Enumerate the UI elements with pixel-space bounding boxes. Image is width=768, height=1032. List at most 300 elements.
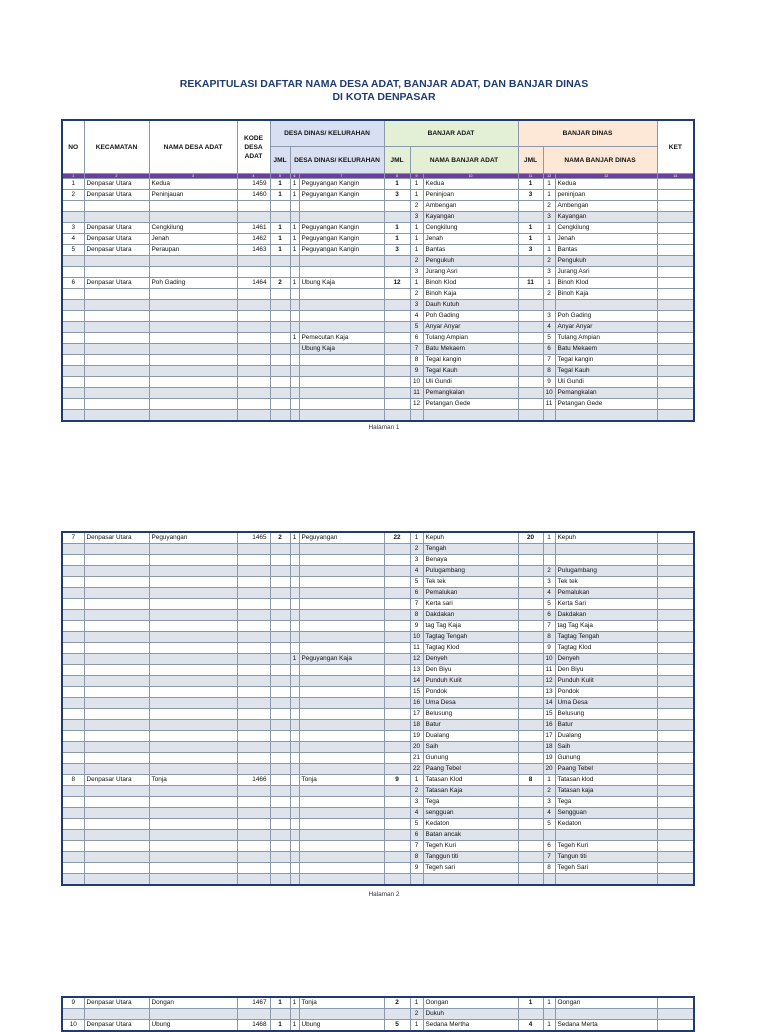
cell-ket	[657, 278, 694, 289]
cell-no	[62, 212, 84, 223]
table-row	[62, 863, 694, 874]
cell-kode-desa-adat: 1466	[237, 775, 270, 786]
cell-nama-desa-adat	[149, 830, 237, 841]
cell-desa-dinas-no	[290, 863, 299, 874]
cell-ket	[657, 753, 694, 764]
cell-banjar-adat-no: 14	[410, 676, 423, 687]
cell-jml-banjar-adat	[384, 764, 410, 775]
cell-kode-desa-adat	[237, 544, 270, 555]
table-row	[62, 410, 694, 422]
cell-nama-banjar-dinas: Batur	[555, 720, 657, 731]
cell-desa-dinas-name: Peguyangan Kangin	[299, 179, 384, 190]
cell-jml-banjar-dinas	[518, 399, 543, 410]
cell-kecamatan: Denpasar Utara	[84, 190, 149, 201]
column-number-cell: 12	[543, 174, 555, 179]
cell-desa-dinas-no	[290, 665, 299, 676]
cell-jml-desa-dinas	[270, 212, 290, 223]
cell-jml-banjar-adat	[384, 874, 410, 886]
cell-kode-desa-adat: 1464	[237, 278, 270, 289]
cell-kecamatan	[84, 742, 149, 753]
cell-nama-banjar-dinas: Bantas	[555, 245, 657, 256]
cell-banjar-adat-no: 17	[410, 709, 423, 720]
cell-kode-desa-adat	[237, 555, 270, 566]
cell-desa-dinas-name	[299, 588, 384, 599]
cell-kecamatan	[84, 311, 149, 322]
cell-nama-banjar-adat: Paang Tebel	[423, 764, 518, 775]
cell-kecamatan	[84, 808, 149, 819]
cell-nama-banjar-dinas: Uli Gundi	[555, 377, 657, 388]
table-row	[62, 709, 694, 720]
cell-nama-desa-adat: Jenah	[149, 234, 237, 245]
cell-nama-banjar-adat: Jurang Asri	[423, 267, 518, 278]
cell-jml-desa-dinas	[270, 588, 290, 599]
cell-jml-desa-dinas	[270, 577, 290, 588]
cell-nama-banjar-dinas: Jurang Asri	[555, 267, 657, 278]
cell-jml-desa-dinas: 1	[270, 1020, 290, 1032]
cell-nama-desa-adat	[149, 764, 237, 775]
cell-desa-dinas-name	[299, 1009, 384, 1020]
cell-jml-banjar-adat	[384, 366, 410, 377]
cell-kecamatan	[84, 874, 149, 886]
cell-desa-dinas-no	[290, 632, 299, 643]
cell-jml-banjar-adat	[384, 300, 410, 311]
cell-nama-desa-adat: Kedua	[149, 179, 237, 190]
cell-nama-desa-adat	[149, 322, 237, 333]
cell-kode-desa-adat	[237, 676, 270, 687]
cell-kecamatan	[84, 654, 149, 665]
cell-banjar-dinas-no	[543, 1009, 555, 1020]
header-kode-desa-adat: KODE DESA ADAT	[237, 120, 270, 174]
cell-desa-dinas-no: 1	[290, 179, 299, 190]
cell-kode-desa-adat	[237, 333, 270, 344]
cell-desa-dinas-no	[290, 311, 299, 322]
cell-kecamatan: Denpasar Utara	[84, 532, 149, 544]
cell-jml-banjar-dinas: 3	[518, 190, 543, 201]
cell-banjar-adat-no: 2	[410, 289, 423, 300]
table-row	[62, 223, 694, 234]
cell-kecamatan	[84, 632, 149, 643]
cell-nama-desa-adat	[149, 819, 237, 830]
page-label-2: Halaman 2	[368, 891, 400, 898]
cell-nama-banjar-adat: Tatasan Kaja	[423, 786, 518, 797]
cell-nama-banjar-adat: Tulang Ampian	[423, 333, 518, 344]
cell-nama-desa-adat	[149, 544, 237, 555]
table-row	[62, 808, 694, 819]
cell-nama-banjar-dinas: Tangun titi	[555, 852, 657, 863]
cell-desa-dinas-no	[290, 742, 299, 753]
cell-banjar-dinas-no: 9	[543, 643, 555, 654]
cell-no	[62, 588, 84, 599]
cell-banjar-adat-no: 18	[410, 720, 423, 731]
cell-kecamatan	[84, 344, 149, 355]
table-row	[62, 311, 694, 322]
cell-banjar-dinas-no: 13	[543, 687, 555, 698]
cell-jml-banjar-dinas	[518, 267, 543, 278]
table-row	[62, 852, 694, 863]
cell-ket	[657, 786, 694, 797]
cell-jml-banjar-dinas	[518, 841, 543, 852]
cell-desa-dinas-no	[290, 577, 299, 588]
cell-desa-dinas-name: Tonja	[299, 997, 384, 1009]
table-row	[62, 289, 694, 300]
cell-nama-banjar-adat: Petangan Gede	[423, 399, 518, 410]
cell-kode-desa-adat	[237, 643, 270, 654]
cell-desa-dinas-name	[299, 863, 384, 874]
cell-jml-banjar-dinas	[518, 300, 543, 311]
cell-jml-banjar-dinas	[518, 863, 543, 874]
cell-no	[62, 333, 84, 344]
cell-ket	[657, 410, 694, 422]
page-label-1: Halaman 1	[368, 424, 400, 431]
cell-ket	[657, 621, 694, 632]
cell-desa-dinas-no: 1	[290, 532, 299, 544]
cell-desa-dinas-no	[290, 1009, 299, 1020]
cell-desa-dinas-name	[299, 764, 384, 775]
cell-nama-banjar-dinas: Kedua	[555, 179, 657, 190]
header-desa-dinas-kelurahan: DESA DINAS/ KELURAHAN	[290, 147, 384, 174]
cell-banjar-dinas-no: 1	[543, 223, 555, 234]
cell-nama-banjar-dinas: Tulang Ampian	[555, 333, 657, 344]
table-row	[62, 643, 694, 654]
cell-nama-banjar-dinas	[555, 830, 657, 841]
cell-no	[62, 863, 84, 874]
cell-jml-banjar-dinas	[518, 610, 543, 621]
cell-desa-dinas-name	[299, 256, 384, 267]
cell-ket	[657, 344, 694, 355]
cell-jml-banjar-adat	[384, 852, 410, 863]
cell-banjar-dinas-no: 1	[543, 278, 555, 289]
cell-desa-dinas-no: 1	[290, 997, 299, 1009]
cell-no	[62, 377, 84, 388]
cell-ket	[657, 245, 694, 256]
cell-kode-desa-adat: 1465	[237, 532, 270, 544]
cell-jml-desa-dinas: 2	[270, 532, 290, 544]
cell-jml-banjar-dinas	[518, 599, 543, 610]
cell-no	[62, 399, 84, 410]
cell-jml-banjar-adat	[384, 786, 410, 797]
cell-nama-desa-adat	[149, 599, 237, 610]
cell-jml-banjar-adat	[384, 687, 410, 698]
header-nama-desa-adat: NAMA DESA ADAT	[149, 120, 237, 174]
cell-ket	[657, 997, 694, 1009]
cell-ket	[657, 863, 694, 874]
cell-kecamatan	[84, 1009, 149, 1020]
cell-kode-desa-adat	[237, 742, 270, 753]
cell-banjar-adat-no: 1	[410, 223, 423, 234]
cell-desa-dinas-name	[299, 322, 384, 333]
cell-desa-dinas-no	[290, 753, 299, 764]
cell-desa-dinas-no	[290, 344, 299, 355]
cell-kecamatan	[84, 366, 149, 377]
cell-nama-banjar-dinas: Kedaton	[555, 819, 657, 830]
cell-banjar-adat-no: 1	[410, 775, 423, 786]
cell-banjar-adat-no: 9	[410, 863, 423, 874]
cell-nama-banjar-dinas: Sedana Merta	[555, 1020, 657, 1032]
cell-jml-desa-dinas	[270, 676, 290, 687]
column-number-cell: 11	[518, 174, 543, 179]
cell-jml-banjar-dinas	[518, 212, 543, 223]
cell-jml-banjar-adat: 12	[384, 278, 410, 289]
cell-nama-banjar-dinas: Denyeh	[555, 654, 657, 665]
table-row	[62, 676, 694, 687]
cell-nama-banjar-adat: Dualang	[423, 731, 518, 742]
cell-jml-desa-dinas	[270, 311, 290, 322]
cell-kode-desa-adat	[237, 764, 270, 775]
cell-jml-banjar-adat	[384, 267, 410, 278]
cell-jml-banjar-dinas	[518, 720, 543, 731]
cell-banjar-adat-no: 1	[410, 190, 423, 201]
cell-nama-banjar-dinas: Gunung	[555, 753, 657, 764]
cell-kode-desa-adat	[237, 322, 270, 333]
cell-jml-banjar-adat	[384, 322, 410, 333]
cell-banjar-dinas-no: 3	[543, 797, 555, 808]
cell-jml-desa-dinas	[270, 852, 290, 863]
cell-desa-dinas-name	[299, 399, 384, 410]
cell-ket	[657, 610, 694, 621]
cell-nama-banjar-dinas	[555, 300, 657, 311]
cell-nama-banjar-adat: Saih	[423, 742, 518, 753]
cell-nama-banjar-dinas	[555, 410, 657, 422]
cell-desa-dinas-name	[299, 267, 384, 278]
cell-kecamatan	[84, 322, 149, 333]
cell-kecamatan	[84, 388, 149, 399]
cell-banjar-dinas-no: 10	[543, 654, 555, 665]
cell-banjar-dinas-no: 6	[543, 841, 555, 852]
table-row	[62, 665, 694, 676]
cell-jml-banjar-dinas	[518, 687, 543, 698]
cell-nama-desa-adat	[149, 399, 237, 410]
cell-nama-banjar-adat: Kedua	[423, 179, 518, 190]
cell-jml-desa-dinas	[270, 654, 290, 665]
cell-desa-dinas-no	[290, 775, 299, 786]
cell-desa-dinas-name	[299, 841, 384, 852]
cell-desa-dinas-name: Ubung	[299, 1020, 384, 1032]
table-row	[62, 577, 694, 588]
cell-nama-banjar-dinas	[555, 544, 657, 555]
cell-nama-desa-adat	[149, 786, 237, 797]
table-row	[62, 797, 694, 808]
cell-desa-dinas-name	[299, 377, 384, 388]
cell-banjar-dinas-no: 8	[543, 366, 555, 377]
cell-kode-desa-adat	[237, 852, 270, 863]
cell-desa-dinas-no	[290, 289, 299, 300]
cell-ket	[657, 775, 694, 786]
cell-banjar-dinas-no: 3	[543, 212, 555, 223]
cell-jml-desa-dinas	[270, 201, 290, 212]
cell-no	[62, 289, 84, 300]
cell-kode-desa-adat	[237, 665, 270, 676]
cell-kode-desa-adat	[237, 577, 270, 588]
cell-desa-dinas-no	[290, 819, 299, 830]
cell-no	[62, 201, 84, 212]
cell-jml-desa-dinas: 1	[270, 179, 290, 190]
cell-no	[62, 665, 84, 676]
cell-kecamatan: Denpasar Utara	[84, 278, 149, 289]
cell-kecamatan	[84, 544, 149, 555]
cell-desa-dinas-no	[290, 544, 299, 555]
cell-jml-desa-dinas	[270, 797, 290, 808]
cell-desa-dinas-name: Peguyangan Kaja	[299, 654, 384, 665]
table-row	[62, 841, 694, 852]
cell-jml-banjar-adat: 5	[384, 1020, 410, 1032]
cell-ket	[657, 797, 694, 808]
cell-no: 5	[62, 245, 84, 256]
cell-ket	[657, 234, 694, 245]
cell-jml-banjar-adat	[384, 599, 410, 610]
cell-kecamatan: Denpasar Utara	[84, 245, 149, 256]
cell-jml-desa-dinas	[270, 808, 290, 819]
cell-ket	[657, 599, 694, 610]
cell-jml-banjar-dinas	[518, 544, 543, 555]
cell-jml-banjar-dinas: 11	[518, 278, 543, 289]
cell-ket	[657, 654, 694, 665]
cell-kecamatan: Denpasar Utara	[84, 775, 149, 786]
cell-kode-desa-adat	[237, 377, 270, 388]
cell-banjar-dinas-no: 7	[543, 621, 555, 632]
cell-desa-dinas-name	[299, 786, 384, 797]
cell-jml-banjar-dinas	[518, 852, 543, 863]
cell-kode-desa-adat	[237, 256, 270, 267]
cell-jml-banjar-dinas	[518, 786, 543, 797]
cell-desa-dinas-no: 1	[290, 234, 299, 245]
cell-jml-banjar-adat	[384, 797, 410, 808]
header-banjar-adat: BANJAR ADAT	[384, 120, 518, 147]
cell-jml-banjar-adat	[384, 863, 410, 874]
cell-kecamatan	[84, 410, 149, 422]
cell-nama-banjar-dinas: Tegeh Kuri	[555, 841, 657, 852]
cell-banjar-adat-no: 11	[410, 388, 423, 399]
cell-jml-banjar-dinas	[518, 643, 543, 654]
cell-jml-banjar-adat	[384, 720, 410, 731]
cell-desa-dinas-name	[299, 632, 384, 643]
cell-jml-banjar-dinas: 1	[518, 223, 543, 234]
header-nama-banjar-dinas: NAMA BANJAR DINAS	[543, 147, 657, 174]
cell-ket	[657, 577, 694, 588]
cell-jml-banjar-adat	[384, 311, 410, 322]
cell-nama-banjar-dinas: Pondok	[555, 687, 657, 698]
cell-jml-banjar-adat	[384, 632, 410, 643]
cell-banjar-dinas-no: 9	[543, 377, 555, 388]
cell-kecamatan: Denpasar Utara	[84, 179, 149, 190]
cell-nama-banjar-adat: Benaya	[423, 555, 518, 566]
cell-nama-banjar-adat: Batur	[423, 720, 518, 731]
cell-banjar-adat-no: 9	[410, 366, 423, 377]
cell-ket	[657, 841, 694, 852]
header-no: NO	[62, 120, 84, 174]
cell-banjar-adat-no: 4	[410, 311, 423, 322]
cell-banjar-adat-no: 1	[410, 532, 423, 544]
cell-kode-desa-adat	[237, 599, 270, 610]
cell-no	[62, 654, 84, 665]
cell-nama-desa-adat	[149, 366, 237, 377]
cell-ket	[657, 764, 694, 775]
cell-banjar-adat-no: 21	[410, 753, 423, 764]
column-number-cell: 1	[62, 174, 84, 179]
cell-kode-desa-adat	[237, 399, 270, 410]
cell-nama-banjar-dinas: Binoh Klod	[555, 278, 657, 289]
cell-jml-desa-dinas	[270, 874, 290, 886]
cell-nama-desa-adat	[149, 698, 237, 709]
cell-kecamatan	[84, 212, 149, 223]
cell-desa-dinas-name	[299, 555, 384, 566]
cell-desa-dinas-name	[299, 665, 384, 676]
cell-nama-desa-adat: Tonja	[149, 775, 237, 786]
cell-no: 2	[62, 190, 84, 201]
table-row	[62, 201, 694, 212]
cell-banjar-dinas-no: 4	[543, 588, 555, 599]
table-row	[62, 731, 694, 742]
cell-banjar-adat-no: 3	[410, 555, 423, 566]
cell-kecamatan	[84, 566, 149, 577]
cell-jml-desa-dinas	[270, 300, 290, 311]
cell-ket	[657, 687, 694, 698]
cell-nama-banjar-adat: Tegal kangin	[423, 355, 518, 366]
cell-jml-banjar-adat	[384, 555, 410, 566]
cell-no	[62, 720, 84, 731]
table-row	[62, 1020, 694, 1032]
cell-nama-banjar-dinas: Kepuh	[555, 532, 657, 544]
cell-banjar-adat-no: 4	[410, 566, 423, 577]
cell-kode-desa-adat	[237, 720, 270, 731]
cell-jml-banjar-dinas	[518, 874, 543, 886]
cell-nama-banjar-adat: Tanggun titi	[423, 852, 518, 863]
cell-nama-desa-adat	[149, 676, 237, 687]
cell-jml-banjar-dinas	[518, 201, 543, 212]
cell-nama-banjar-adat: Kepuh	[423, 532, 518, 544]
cell-banjar-adat-no: 6	[410, 333, 423, 344]
cell-jml-desa-dinas: 2	[270, 278, 290, 289]
cell-nama-banjar-dinas: Tegeh Sari	[555, 863, 657, 874]
cell-no	[62, 808, 84, 819]
cell-kode-desa-adat: 1468	[237, 1020, 270, 1032]
cell-no: 3	[62, 223, 84, 234]
cell-kecamatan	[84, 201, 149, 212]
cell-banjar-dinas-no	[543, 544, 555, 555]
cell-banjar-adat-no: 5	[410, 577, 423, 588]
cell-desa-dinas-name: Peguyangan Kangin	[299, 190, 384, 201]
header-desa-dinas-jml: JML	[270, 147, 290, 174]
table-row	[62, 399, 694, 410]
cell-nama-banjar-adat: Pengukuh	[423, 256, 518, 267]
table-row	[62, 566, 694, 577]
cell-desa-dinas-no	[290, 698, 299, 709]
cell-jml-desa-dinas	[270, 544, 290, 555]
cell-kode-desa-adat	[237, 300, 270, 311]
cell-jml-banjar-adat	[384, 377, 410, 388]
cell-jml-desa-dinas	[270, 621, 290, 632]
cell-jml-banjar-dinas	[518, 588, 543, 599]
cell-jml-desa-dinas	[270, 841, 290, 852]
cell-kode-desa-adat	[237, 588, 270, 599]
cell-nama-banjar-adat: tag Tag Kaja	[423, 621, 518, 632]
cell-nama-desa-adat	[149, 720, 237, 731]
cell-jml-banjar-dinas	[518, 797, 543, 808]
cell-banjar-adat-no: 6	[410, 588, 423, 599]
cell-kecamatan: Denpasar Utara	[84, 234, 149, 245]
cell-nama-banjar-adat: Ambengan	[423, 201, 518, 212]
cell-nama-banjar-dinas: Belusung	[555, 709, 657, 720]
cell-banjar-dinas-no: 11	[543, 665, 555, 676]
cell-banjar-adat-no: 5	[410, 819, 423, 830]
cell-banjar-dinas-no: 1	[543, 245, 555, 256]
cell-jml-desa-dinas: 1	[270, 234, 290, 245]
cell-kode-desa-adat: 1467	[237, 997, 270, 1009]
cell-desa-dinas-no	[290, 212, 299, 223]
table-row	[62, 212, 694, 223]
cell-banjar-dinas-no: 2	[543, 786, 555, 797]
cell-jml-banjar-adat	[384, 201, 410, 212]
cell-jml-banjar-dinas	[518, 1009, 543, 1020]
